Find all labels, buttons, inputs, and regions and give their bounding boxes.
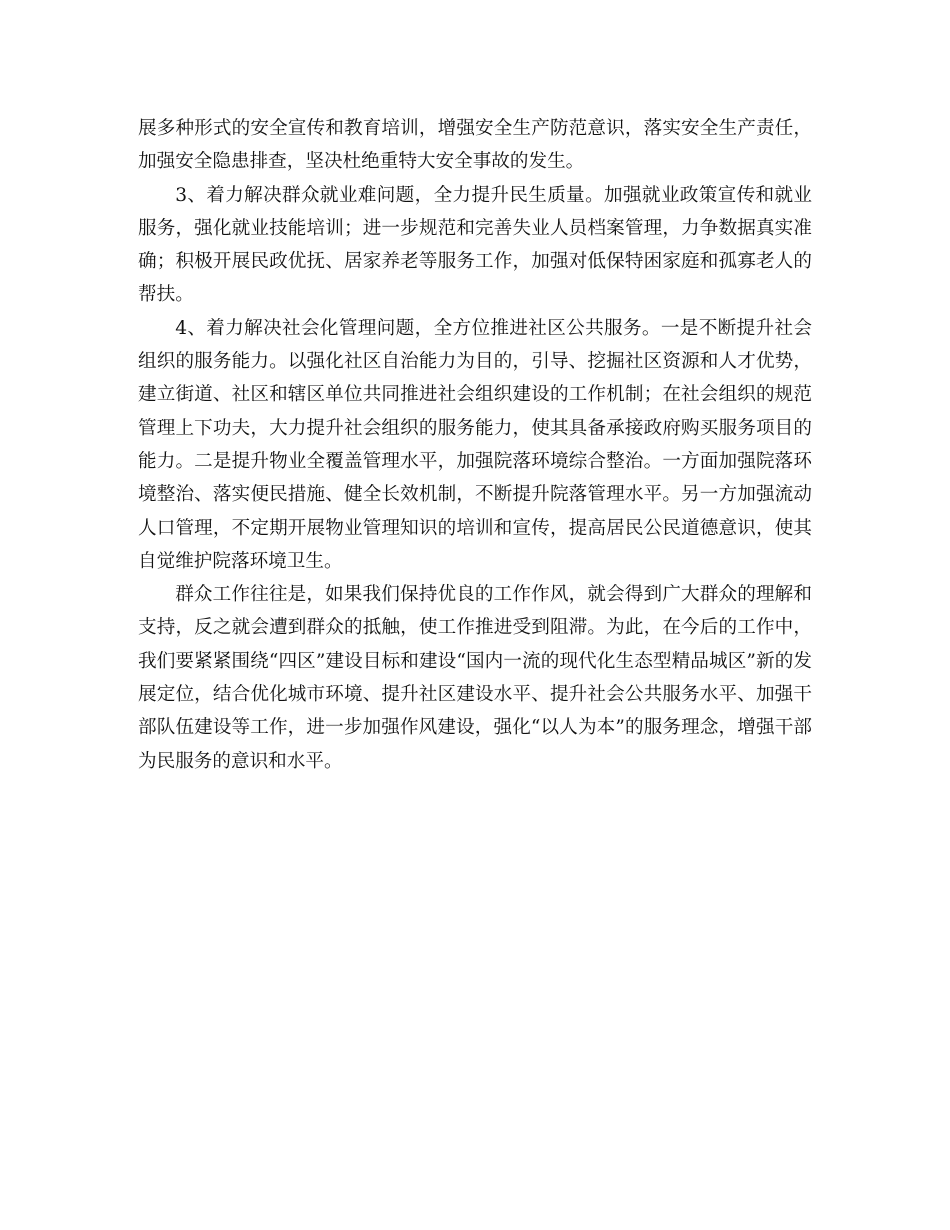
document-body: [138, 112, 812, 778]
paragraph-employment: 3、着力解决群众就业难问题，全力提升民生质量。加强就业政策宣传和就业服务，强化就业技能培训；进一步规范和完善失业人员档案管理，力争数据真实准确；积极开展民政优抚、居家养老等服务工作，加强对低保特困家庭和孤寡老人的帮扶。: [138, 184, 812, 306]
paragraph-social-management: 4、着力解决社会化管理问题，全方位推进社区公共服务。一是不断提升社会组织的服务能力。以强化社区自治能力为目的，引导、挖掘社区资源和人才优势，建立街道、社区和辖区单位共同推进社会组织建设的工作机制；在社会组织的规范管理上下功夫，大力提升社会组织的服务能力，使其具备承接政府购买服务项目的能力。二是提升物业全覆盖管理水平，加强院落环境综合整治。一方面加强院落环境整治、落实便民措施、健全长效机制，不断提升院落管理水平。另一方加强流动人口管理，不定期开展物业管理知识的培训和宣传，提高居民公民道德意识，使其自觉维护院落环境卫生。: [138, 317, 812, 572]
paragraph-conclusion: 群众工作往往是，如果我们保持优良的工作作风，就会得到广大群众的理解和支持，反之就会遭到群众的抵触，使工作推进受到阻滞。为此，在今后的工作中，我们要紧紧围绕“四区”建设目标和建设“国内一流的现代化生态型精品城区”新的发展定位，结合优化城市环境、提升社区建设水平、提升社会公共服务水平、加强干部队伍建设等工作，进一步加强作风建设，强化“以人为本”的服务理念，增强干部为民服务的意识和水平。: [138, 584, 812, 772]
paragraph-safety-continued: 展多种形式的安全宣传和教育培训，增强安全生产防范意识，落实安全生产责任，加强安全隐患排查，坚决杜绝重特大安全事故的发生。: [138, 118, 812, 173]
